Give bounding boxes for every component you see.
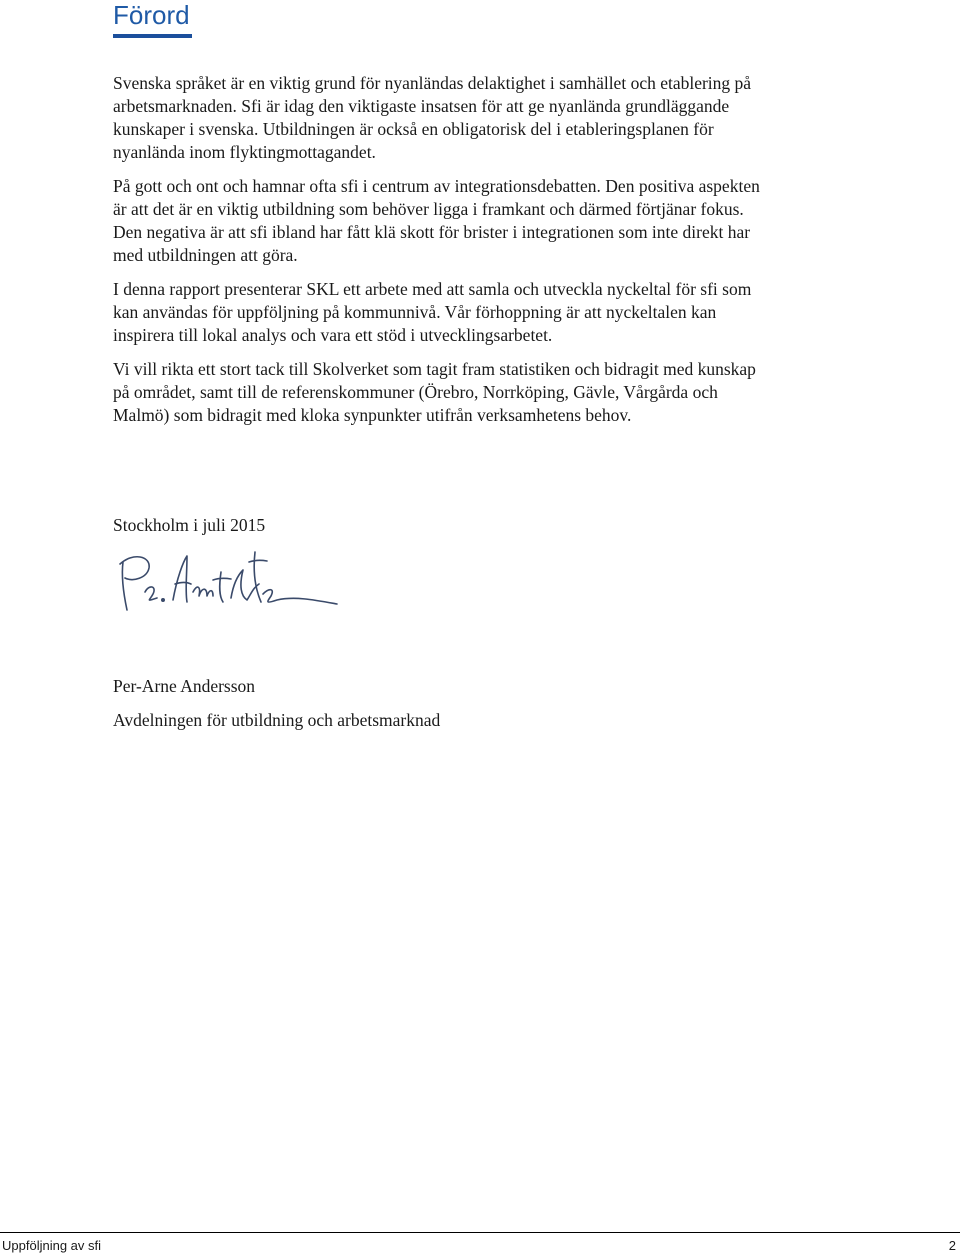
signer-name: Per-Arne Andersson <box>113 676 256 696</box>
body-text <box>113 72 773 438</box>
footer-rule <box>0 1232 960 1233</box>
paragraph-3: I denna rapport presenterar SKL ett arbete med att samla och utveckla nyckeltal för sfi som kan användas för uppföljning på kommunnivå. Vår förhoppning är att nyckeltalen kan inspirera till lokal analys och vara ett stöd i utvecklingsarbetet. <box>113 279 752 345</box>
place-date: Stockholm i juli 2015 <box>113 515 266 535</box>
heading-underline <box>113 34 192 38</box>
footer-document-title: Uppföljning av sfi <box>2 1238 101 1253</box>
handwritten-signature <box>115 548 345 620</box>
paragraph-4: Vi vill rikta ett stort tack till Skolverket som tagit fram statistiken och bidragit med kunskap på området, samt till de referenskommuner (Örebro, Norrköping, Gävle, Vårgårda och Malmö) som bidragit med kloka synpunkter utifrån verksamhetens behov. <box>113 359 756 425</box>
page-heading: Förord <box>113 0 190 30</box>
footer-page-number: 2 <box>948 1238 956 1253</box>
paragraph-2: På gott och ont och hamnar ofta sfi i centrum av integrationsdebatten. Den positiva aspekten är att det är en viktig utbildning som behöver ligga i framkant och därmed förtjänar fokus. Den negativa är att sfi ibland har fått klä skott för brister i integrationen som inte direkt har med utbildningen att göra. <box>113 176 760 265</box>
paragraph-1: Svenska språket är en viktig grund för nyanländas delaktighet i samhället och etablering på arbetsmarknaden. Sfi är idag den viktigaste insatsen för att ge nyanlända grundläggande kunskaper i svenska. Utbildningen är också en obligatorisk del i etableringsplanen för nyanlända inom flyktingmottagandet. <box>113 73 752 162</box>
signer-department: Avdelningen för utbildning och arbetsmarknad <box>113 710 441 730</box>
